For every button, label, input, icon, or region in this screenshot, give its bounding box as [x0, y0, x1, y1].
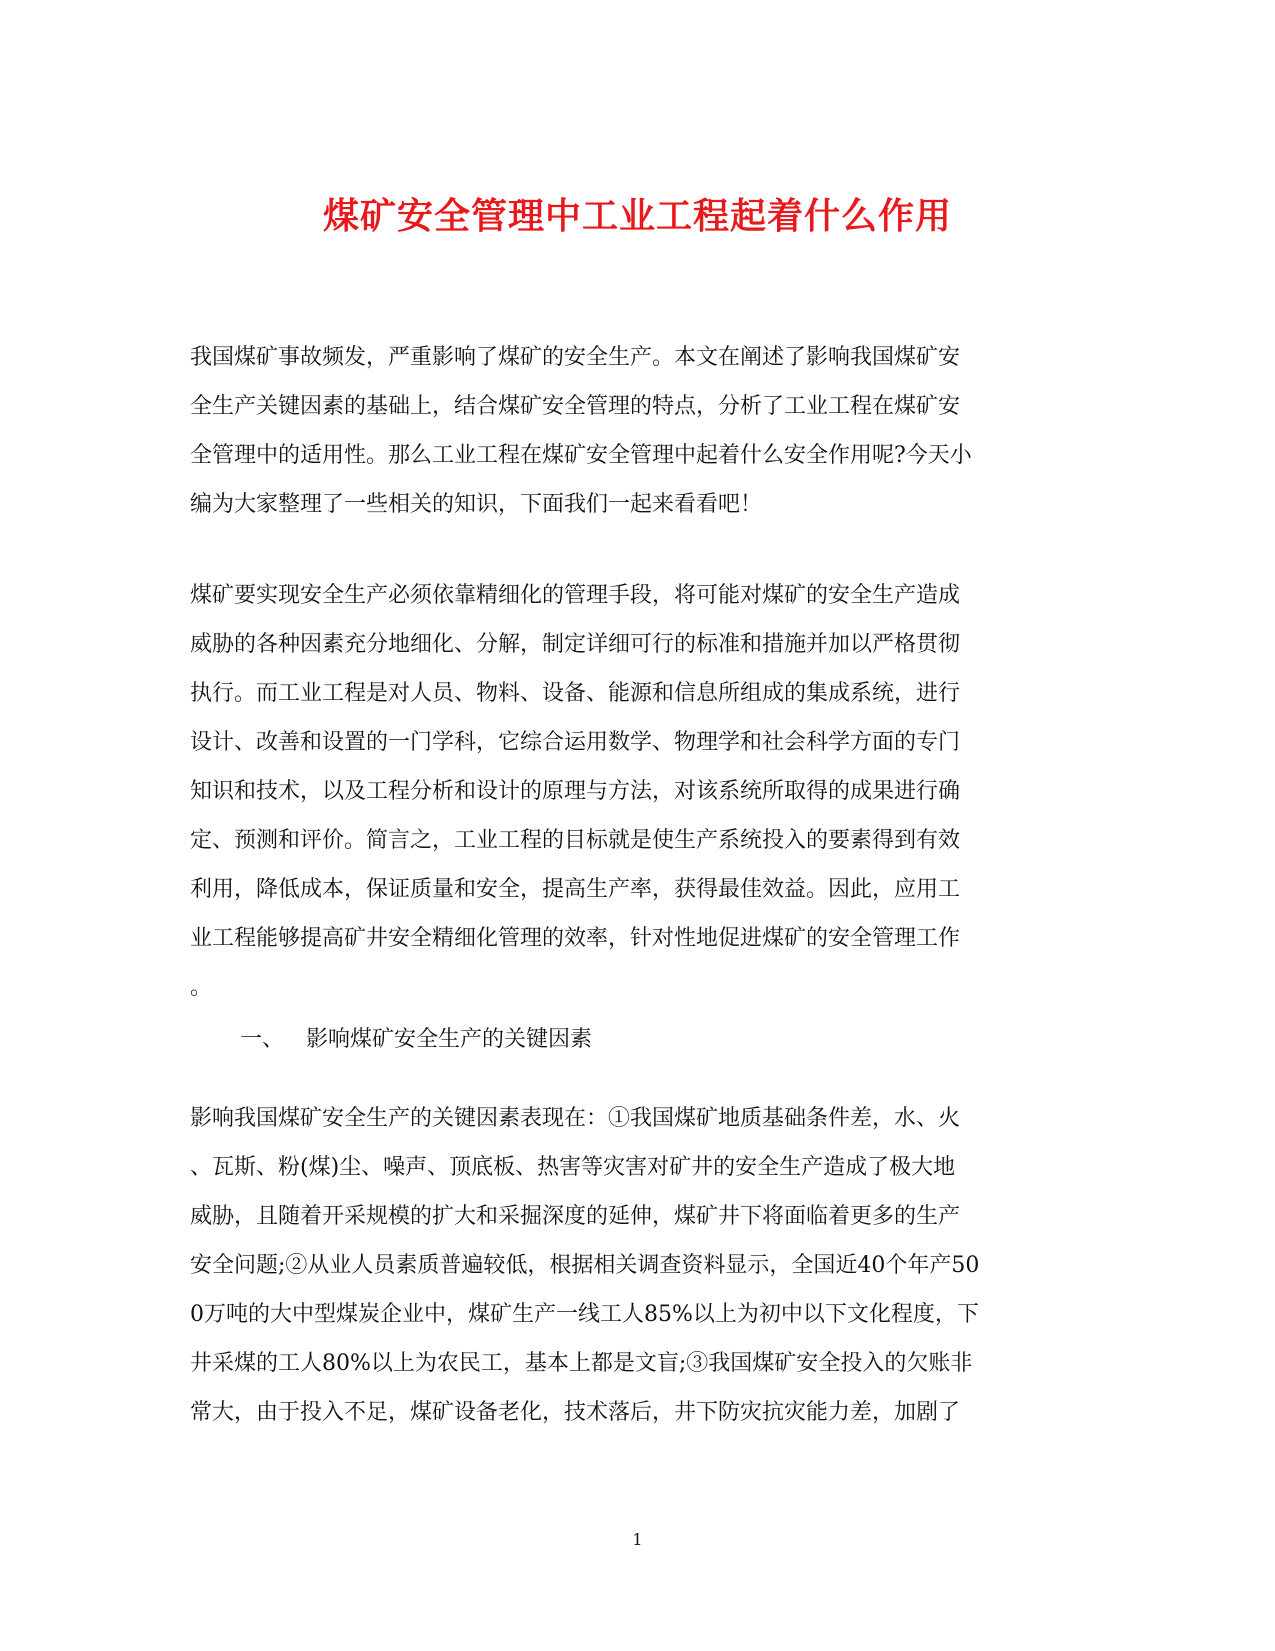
industrial-engineering-paragraph	[190, 571, 1070, 1012]
paragraph-line: 、瓦斯、粉(煤)尘、噪声、顶底板、热害等灾害对矿井的安全生产造成了极大地	[190, 1155, 956, 1180]
page-number: 1	[632, 1530, 643, 1549]
paragraph-line: 业工程能够提高矿井安全精细化管理的效率，针对性地促进煤矿的安全管理工作	[190, 926, 961, 951]
document-title: 煤矿安全管理中工业工程起着什么作用	[322, 195, 952, 238]
paragraph-line: 执行。而工业工程是对人员、物料、设备、能源和信息所组成的集成系统，进行	[190, 681, 961, 706]
paragraph-line: 我国煤矿事故频发，严重影响了煤矿的安全生产。本文在阐述了影响我国煤矿安	[190, 345, 961, 370]
paragraph-line: 常大，由于投入不足，煤矿设备老化，技术落后，井下防灾抗灾能力差，加剧了	[190, 1400, 961, 1425]
paragraph-line: 井采煤的工人80%以上为农民工，基本上都是文盲;③我国煤矿安全投入的欠账非	[190, 1351, 973, 1376]
paragraph-line: 利用，降低成本，保证质量和安全，提高生产率，获得最佳效益。因此，应用工	[190, 877, 961, 902]
section-heading	[240, 1015, 592, 1064]
paragraph-line: 影响我国煤矿安全生产的关键因素表现在：①我国煤矿地质基础条件差，水、火	[190, 1106, 961, 1131]
paragraph-line: 编为大家整理了一些相关的知识，下面我们一起来看看吧！	[190, 492, 763, 517]
paragraph-line: 全生产关键因素的基础上，结合煤矿安全管理的特点，分析了工业工程在煤矿安	[190, 394, 961, 419]
section-number: 一、	[240, 1027, 285, 1052]
key-factors-paragraph	[190, 1094, 1070, 1437]
paragraph-line: 安全问题;②从业人员素质普遍较低，根据相关调查资料显示，全国近40个年产50	[190, 1253, 980, 1278]
paragraph-line: 威胁，且随着开采规模的扩大和采掘深度的延伸，煤矿井下将面临着更多的生产	[190, 1204, 961, 1229]
intro-paragraph	[190, 333, 1070, 529]
paragraph-line: 全管理中的适用性。那么工业工程在煤矿安全管理中起着什么安全作用呢?今天小	[190, 443, 972, 468]
section-heading-text: 影响煤矿安全生产的关键因素	[306, 1027, 593, 1052]
paragraph-line: 设计、改善和设置的一门学科，它综合运用数学、物理学和社会科学方面的专门	[190, 730, 961, 755]
paragraph-line: 定、预测和评价。简言之，工业工程的目标就是使生产系统投入的要素得到有效	[190, 828, 961, 853]
paragraph-line: 知识和技术，以及工程分析和设计的原理与方法，对该系统所取得的成果进行确	[190, 779, 961, 804]
paragraph-line: 煤矿要实现安全生产必须依靠精细化的管理手段，将可能对煤矿的安全生产造成	[190, 583, 961, 608]
paragraph-line: 。	[190, 975, 213, 1000]
paragraph-line: 威胁的各种因素充分地细化、分解，制定详细可行的标准和措施并加以严格贯彻	[190, 632, 961, 657]
paragraph-line: 0万吨的大中型煤炭企业中，煤矿生产一线工人85%以上为初中以下文化程度，下	[190, 1302, 979, 1327]
